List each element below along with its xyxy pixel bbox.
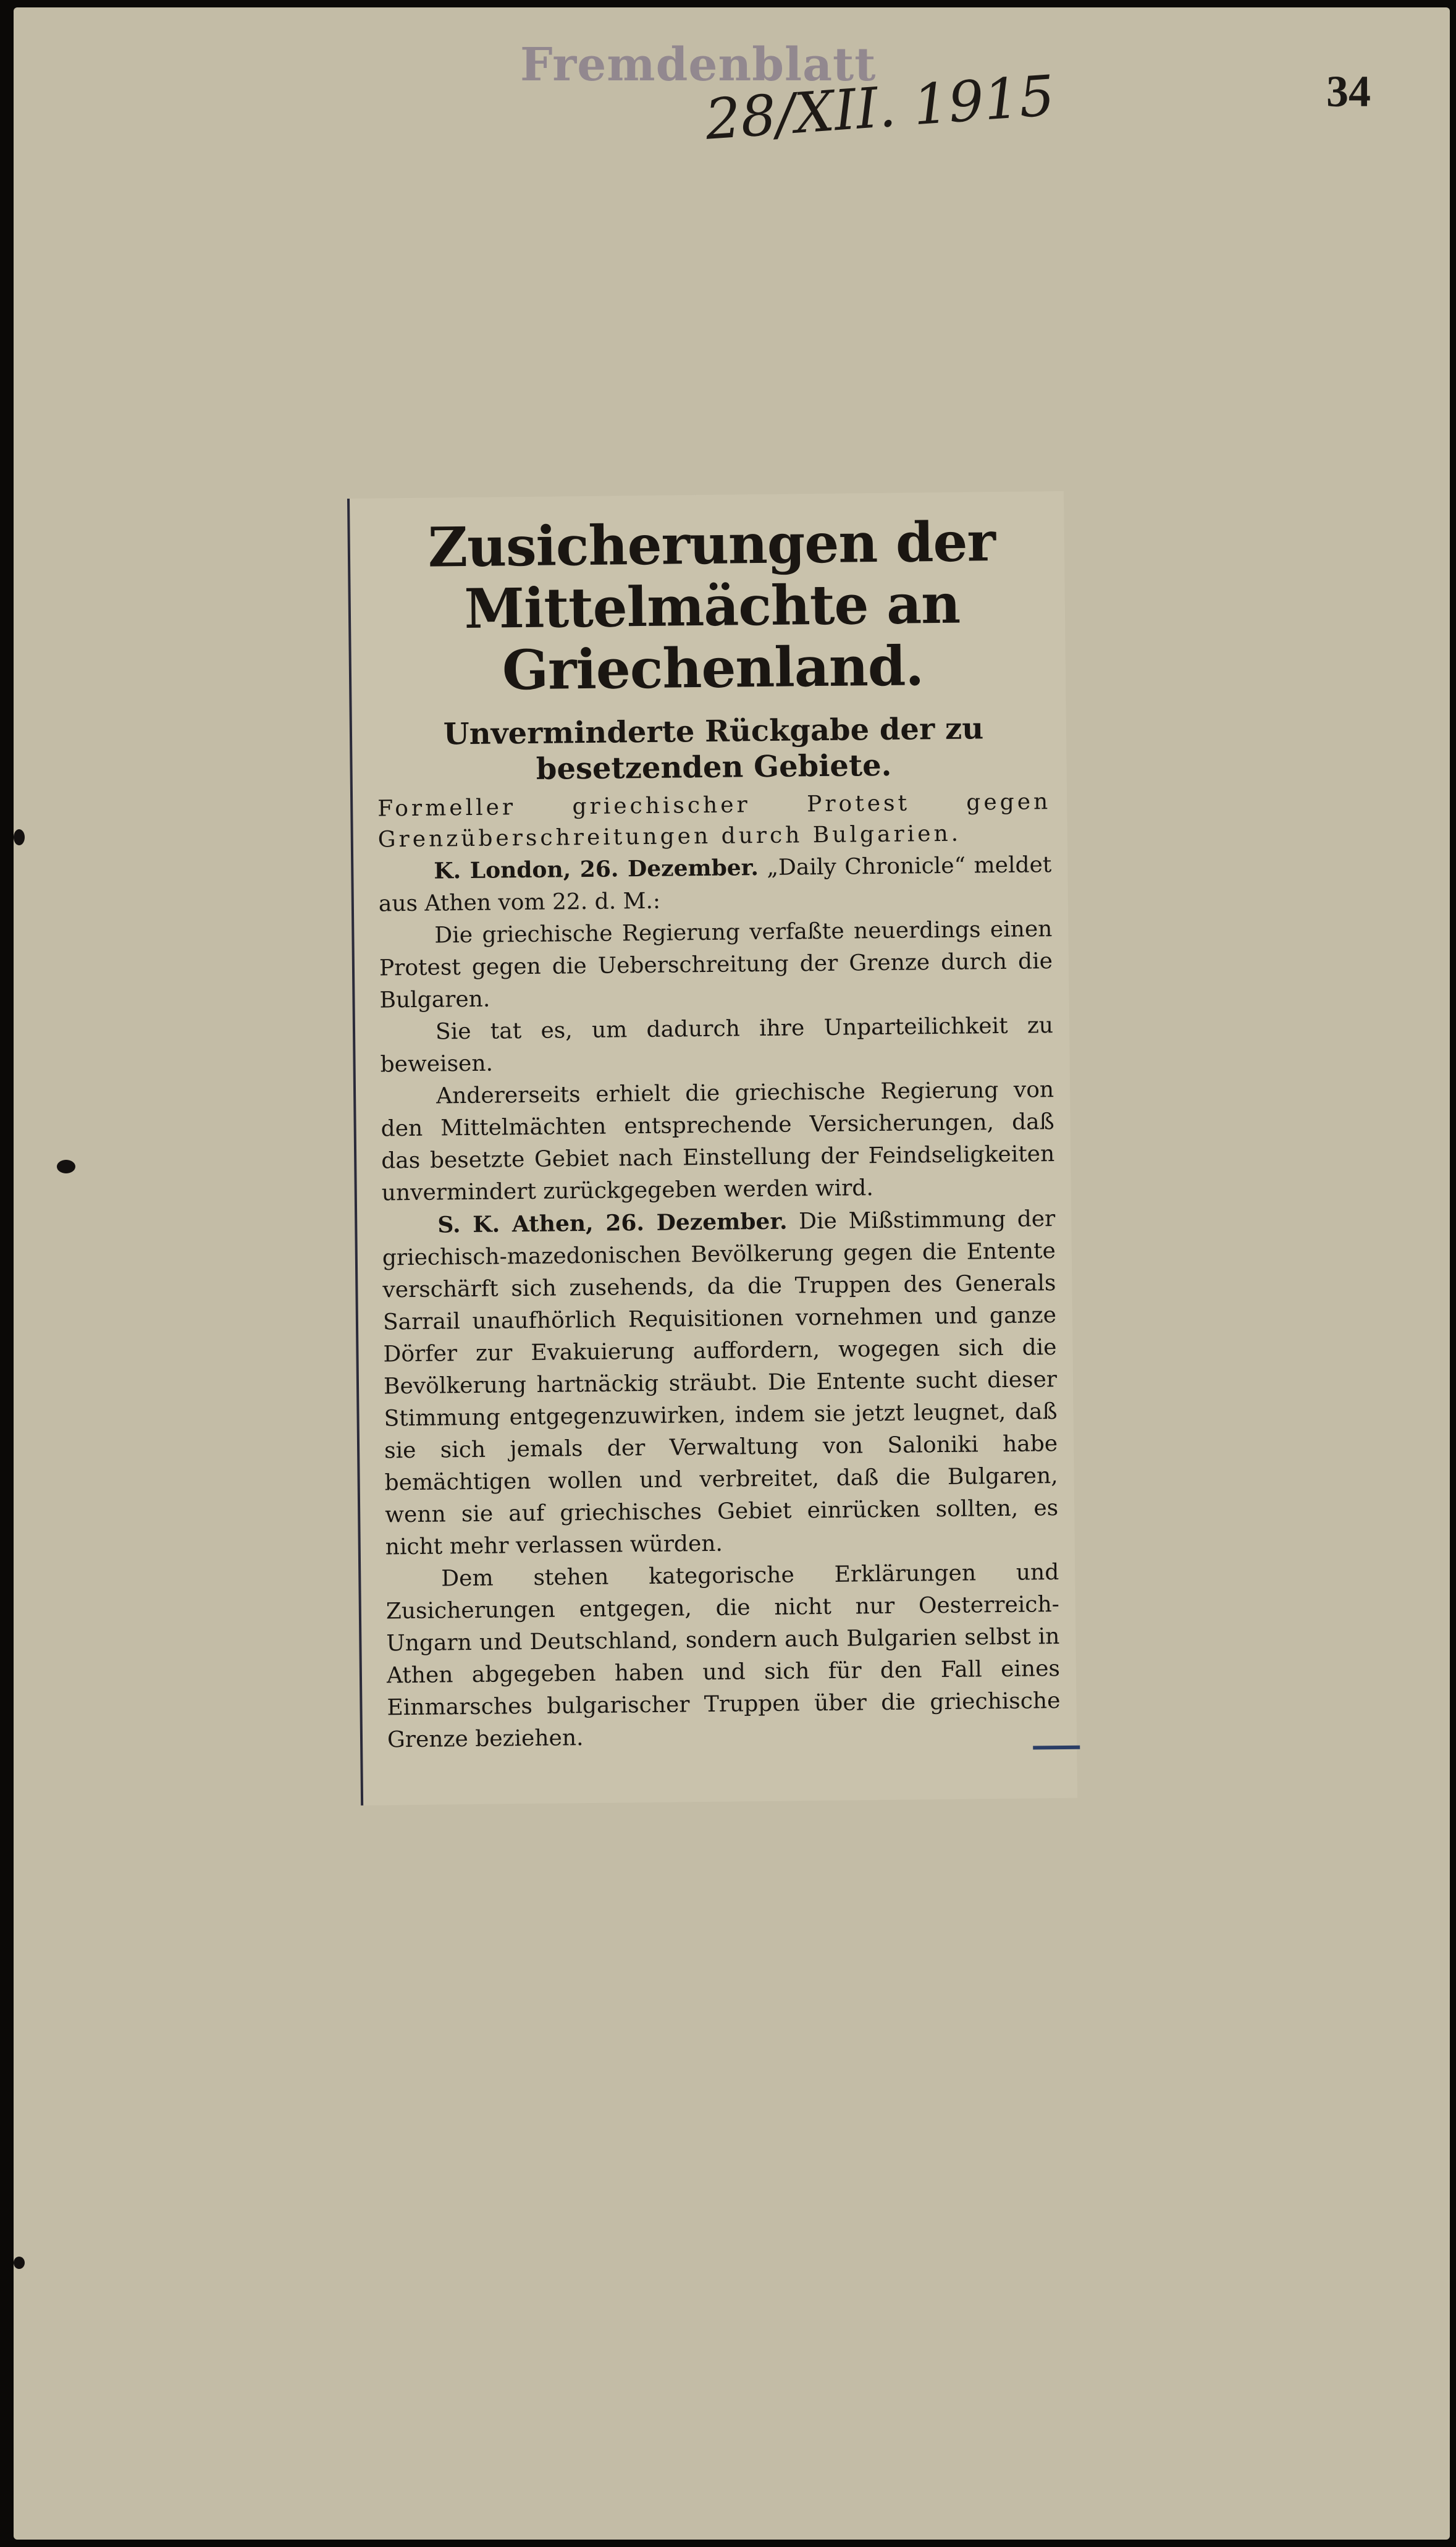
paragraph-text: Dem stehen kategorische Erklärungen und Zusicherungen entgegen, die nicht nur Oesterreich-Ungarn und Deutschland, sondern auch Bulgarien selbst in Athen abgegeben haben und sich für den Fall eines Einmarsches bulgarischer Truppen über die griechische Grenze beziehen. xyxy=(385,1560,1061,1753)
article-paragraph xyxy=(385,1557,1061,1756)
article-paragraph xyxy=(382,1202,1059,1563)
article-subhead-secondary: Formeller griechischer Protest gegen Grenzüberschreitungen durch Bulgarien. xyxy=(377,789,1051,853)
article-paragraph xyxy=(380,1010,1054,1081)
article-paragraph xyxy=(379,913,1053,1016)
newspaper-stamp: Fremdenblatt xyxy=(520,38,877,91)
paragraph-text: Sie tat es, um dadurch ihre Unparteilichkeit zu beweisen. xyxy=(380,1013,1054,1078)
paragraph-text: Die griechische Regierung verfaßte neuerdings einen Protest gegen die Ueberschreitung der Grenze durch die Bulgaren. xyxy=(379,916,1053,1013)
article-paragraph xyxy=(381,1074,1055,1209)
newspaper-clipping xyxy=(347,491,1077,1806)
paragraph-text: Die Mißstimmung der griechisch-mazedonischen Bevölkerung gegen die Entente verschärft sich zusehends, da die Truppen des Generals Sarrail unaufhörlich Requisitionen vornehmen und ganze Dörfer zur Evakuierung auffordern, wogegen sich die Bevölkerung hartnäckig sträubt. Die Entente sucht dieser Stimmung entgegenzuwirken, indem sie jetzt leugnet, daß sie sich jemals der Verwaltung von Saloniki habe bemächtigen wollen und verbreitet, daß die Bulgaren, wenn sie auf griechisches Gebiet einrücken sollten, es nicht mehr verlassen würden. xyxy=(382,1206,1059,1560)
article-headline: Zusicherungen der Mittelmächte an Griechenland. xyxy=(427,509,996,703)
article-paragraph xyxy=(378,848,1052,920)
article-subhead: Unverminderte Rückgabe der zu besetzenden Gebiete. xyxy=(443,711,984,787)
ink-blot xyxy=(14,2257,25,2269)
paragraph-text: Andererseits erhielt die griechische Regierung von den Mittelmächten entsprechende Versicherungen, daß das besetzte Gebiet nach Einstellung der Feindseligkeiten unvermindert zurückgegeben werden wird. xyxy=(381,1077,1055,1206)
handwritten-date: 28/XII. 1915 xyxy=(703,63,1057,153)
ink-blot xyxy=(14,829,25,845)
dateline: K. London, 26. Dezember. xyxy=(434,855,759,884)
archive-sheet xyxy=(14,7,1450,2540)
ink-blot xyxy=(57,1160,75,1173)
end-rule xyxy=(1033,1746,1080,1750)
dateline: S. K. Athen, 26. Dezember. xyxy=(437,1208,788,1238)
page-number: 34 xyxy=(1326,67,1371,116)
paragraph-text: „Daily Chronicle“ meldet aus Athen vom 22. d. M.: xyxy=(378,852,1052,917)
